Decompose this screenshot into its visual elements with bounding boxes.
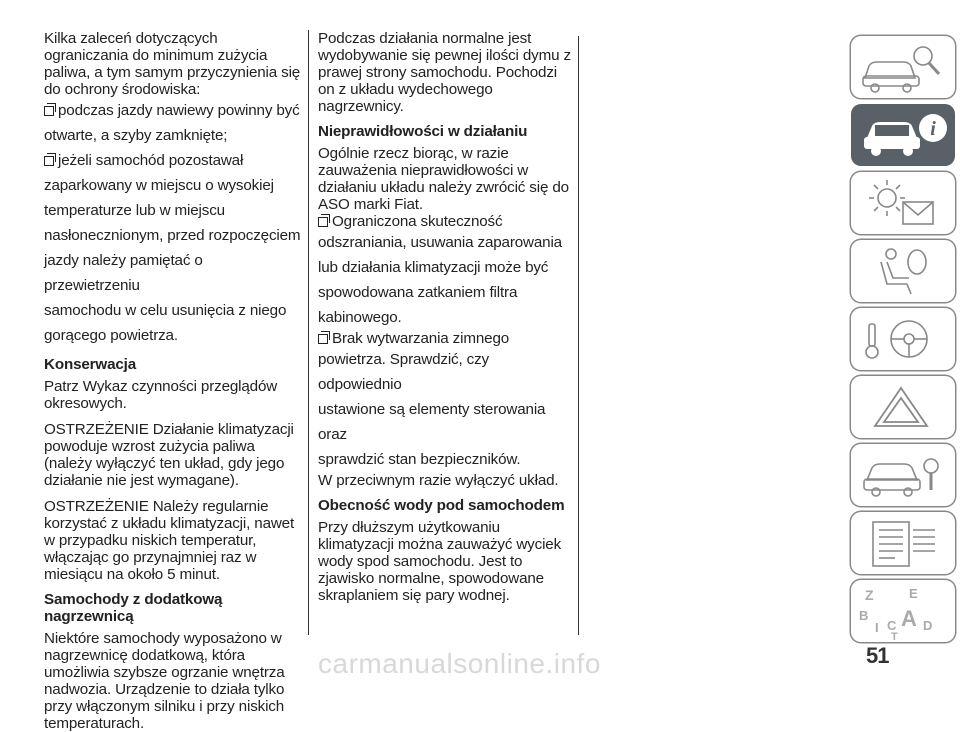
malfunctions-text: Ogólnie rzecz biorąc, w razie zauważenia nieprawidłowości w działaniu układu należy zwrócić się do ASO marki Fiat. [318, 145, 569, 213]
maintenance-text: Patrz Wykaz czynności przeglądów okresowych. [44, 378, 278, 412]
index-letter: Z [865, 587, 874, 603]
bullet-item: Ograniczona skuteczność [318, 213, 576, 230]
section-heading-aux-heater: Samochody z dodatkową nagrzewnicą [44, 591, 223, 625]
fuel-intro: Kilka zaleceń dotyczących ograniczania do minimum zużycia paliwa, a tym samym przyczynienia się do ochrony środowiska: [44, 30, 301, 98]
column-divider [308, 30, 309, 635]
tab-car-info[interactable] [851, 104, 955, 166]
bullet-continuation: samochodu w celu usunięcia z niego [44, 302, 287, 319]
warning-consumption: OSTRZEŻENIE Działanie klimatyzacji powoduje wzrost zużycia paliwa (należy wyłączyć ten układ, gdy jego działanie nie jest wymagane). [44, 421, 294, 489]
bullet-marker-icon [318, 217, 330, 227]
car-magnifier-icon [851, 36, 955, 98]
aux-heater-text: Niektóre samochody wyposażono w nagrzewnicę dodatkową, która umożliwia szybsze ogrzanie wnętrza nadwozia. Urządzenie to działa tylko przy włączonym silniku i przy niskich temperaturach. [44, 630, 285, 732]
car-service-icon [851, 444, 955, 506]
section-heading-malfunctions: Nieprawidłowości w działaniu [318, 123, 528, 140]
left-column [44, 30, 302, 732]
bullet-continuation: powietrza. Sprawdzić, czy odpowiednio [318, 351, 489, 393]
tab-starting-driving[interactable] [851, 308, 955, 370]
bullet-continuation: spowodowana zatkaniem filtra [318, 284, 518, 301]
index-letter: I [875, 620, 879, 635]
index-letter: A [901, 606, 917, 631]
bullet-continuation: gorącego powietrza. [44, 327, 178, 344]
tab-index[interactable] [851, 580, 955, 642]
smoke-intro: Podczas działania normalne jest wydobywanie się pewnej ilości dymu z prawej strony samochodu. Pochodzi on z układu wydechowego nagrzewnicy. [318, 30, 571, 115]
tab-car-overview[interactable] [851, 36, 955, 98]
alphabetical-index-icon [851, 580, 955, 642]
bullet-continuation: kabinowego. [318, 309, 402, 326]
bullet-marker-icon [318, 334, 330, 344]
bullet-continuation: W przeciwnym razie wyłączyć układ. [318, 472, 559, 489]
tab-emergency[interactable] [851, 376, 955, 438]
warning-triangle-icon [851, 376, 955, 438]
section-heading-maintenance: Konserwacja [44, 356, 137, 373]
bullet-item: Brak wytwarzania zimnego [318, 330, 576, 347]
bullet-continuation: nasłonecznionym, przed rozpoczęciem [44, 227, 301, 244]
bullet-marker-icon [44, 156, 56, 166]
index-letter: B [859, 608, 869, 623]
seat-airbag-icon [851, 240, 955, 302]
tab-maintenance[interactable] [851, 444, 955, 506]
key-steering-wheel-icon [851, 308, 955, 370]
bullet-item: podczas jazdy nawiewy powinny być [44, 98, 302, 123]
page-number: 51 [866, 643, 889, 668]
watermark: carmanualsonline.info [318, 648, 601, 679]
bullet-continuation: otwarte, a szyby zamknięte; [44, 127, 228, 144]
spec-list-icon [851, 512, 955, 574]
right-column [318, 30, 576, 604]
bullet-marker-icon [44, 106, 56, 116]
index-letter: D [923, 618, 933, 633]
tab-safety[interactable] [851, 240, 955, 302]
warning-regular-use: OSTRZEŻENIE Należy regularnie korzystać z układu klimatyzacji, nawet w przypadku niskich temperatur, włączając go przynajmniej raz w miesiącu na około 5 minut. [44, 498, 295, 583]
column-divider [578, 36, 579, 635]
bullet-continuation: temperaturze lub w miejscu [44, 202, 225, 219]
bullet-continuation: odszraniania, usuwania zaparowania [318, 234, 562, 251]
bullet-continuation: sprawdzić stan bezpieczników. [318, 451, 521, 468]
svg-text:i: i [930, 118, 936, 140]
tab-warning-lights[interactable] [851, 172, 955, 234]
bullet-continuation: zaparkowany w miejscu o wysokiej [44, 177, 274, 194]
bullet-continuation: lub działania klimatyzacji może być [318, 259, 549, 276]
warning-light-envelope-icon [851, 172, 955, 234]
bullet-item: jeżeli samochód pozostawał [44, 148, 302, 173]
section-heading-water: Obecność wody pod samochodem [318, 497, 565, 514]
index-letter: C [887, 618, 897, 633]
bullet-continuation: ustawione są elementy sterowania oraz [318, 401, 546, 443]
tab-technical-data[interactable] [851, 512, 955, 574]
index-letter: E [909, 586, 918, 601]
bullet-continuation: jazdy należy pamiętać o przewietrzeniu [44, 252, 203, 294]
index-letter: T [891, 631, 898, 642]
car-info-icon [851, 104, 955, 166]
water-text: Przy dłuższym użytkowaniu klimatyzacji można zauważyć wyciek wody spod samochodu. Jest to zjawisko normalne, spowodowane skraplaniem się pary wodnej. [318, 519, 562, 604]
